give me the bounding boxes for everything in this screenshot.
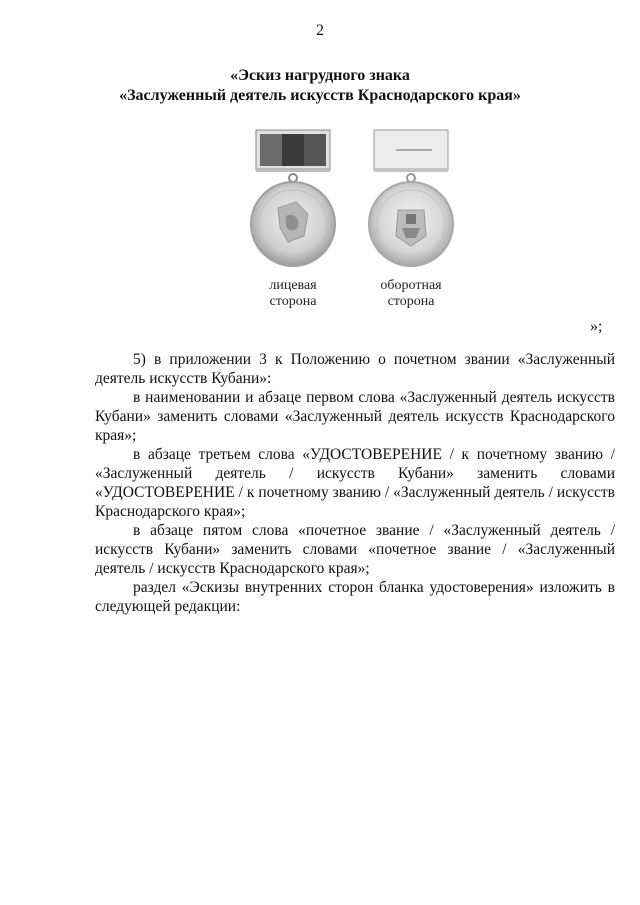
page-number: 2: [316, 22, 324, 39]
badge-back-image: [356, 128, 456, 273]
closing-quote-mark: »;: [590, 318, 603, 335]
badge-back-drawing: [356, 128, 466, 273]
document-body: [95, 350, 615, 616]
badge-front-drawing: [238, 128, 348, 273]
front-caption-line-1: лицевая: [269, 278, 317, 293]
paragraph: 5) в приложении 3 к Положению о почетном звании «Заслуженный деятель искусств Кубани»:: [95, 351, 615, 387]
title-line-1: «Эскиз нагрудного знака: [230, 67, 410, 84]
back-caption-line-1: оборотная: [380, 278, 442, 293]
badge-sketch-figure: [0, 128, 640, 328]
title-line-2: «Заслуженный деятель искусств Краснодарского края»: [119, 87, 521, 104]
paragraph: раздел «Эскизы внутренних сторон бланка удостоверения» изложить в следующей редакции:: [95, 579, 615, 615]
paragraph: в абзаце третьем слова «УДОСТОВЕРЕНИЕ / к почетному званию / «Заслуженный деятель / искусств Кубани» заменить словами «УДОСТОВЕРЕНИЕ / к почетному званию / «Заслуженный деятель / искусств Краснодарского края»;: [95, 446, 615, 520]
front-caption: [238, 278, 348, 310]
badge-front-image: [238, 128, 338, 273]
paragraph: в абзаце пятом слова «почетное звание / «Заслуженный деятель / искусств Кубани» заменить словами «почетное звание / «Заслуженный деятель / искусств Краснодарского края»;: [95, 522, 615, 577]
back-caption: [356, 278, 466, 310]
front-caption-line-2: сторона: [269, 294, 317, 309]
paragraph: в наименовании и абзаце первом слова «Заслуженный деятель искусств Кубани» заменить словами «Заслуженный деятель искусств Краснодарского края»;: [95, 389, 615, 444]
back-caption-line-2: сторона: [387, 294, 435, 309]
document-title: [40, 66, 600, 106]
